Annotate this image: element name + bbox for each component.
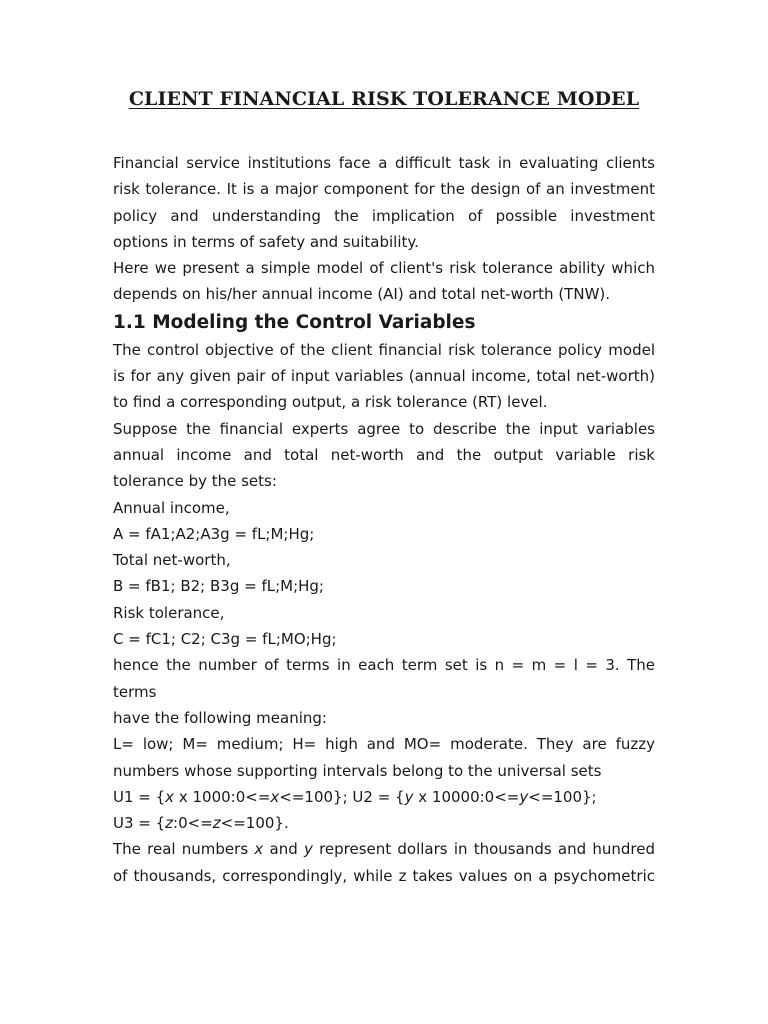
universal-set-line <box>113 784 655 810</box>
paragraph-line <box>113 836 655 862</box>
paragraph-line: L= low; M= medium; H= high and MO= moderate. They are fuzzy <box>113 735 655 754</box>
variable-y: y <box>519 787 529 806</box>
document-body <box>113 150 655 889</box>
universal-set-line <box>113 810 655 836</box>
variable-x: x <box>254 840 264 859</box>
variable-y: y <box>303 840 313 859</box>
paragraph-line: tolerance by the sets: <box>113 472 277 491</box>
section-heading: 1.1 Modeling the Control Variables <box>113 311 476 333</box>
paragraph-line: numbers whose supporting intervals belong to the universal sets <box>113 761 602 780</box>
set-definition-line: B = fB1; B2; B3g = fL;M;Hg; <box>113 577 324 596</box>
text-run: U1 = { <box>113 787 166 806</box>
paragraph-line: Risk tolerance, <box>113 603 225 622</box>
text-run: :0<= <box>173 814 213 833</box>
text-run: and <box>263 840 304 859</box>
variable-x: x <box>165 787 175 806</box>
paragraph-line: policy and understanding the implication of possible investment <box>113 206 655 225</box>
paragraph-line: terms <box>113 682 157 701</box>
paragraph-line: is for any given pair of input variables (annual income, total net-worth) <box>113 367 655 386</box>
paragraph-line: hence the number of terms in each term set is n = m = l = 3. The <box>113 656 655 675</box>
paragraph-line: risk tolerance. It is a major component for the design of an investment <box>113 180 655 199</box>
text-run: x 1000:0<= <box>174 787 271 806</box>
variable-y: y <box>404 787 414 806</box>
paragraph-line: have the following meaning: <box>113 708 327 727</box>
paragraph-line: Suppose the financial experts agree to describe the input variables <box>113 419 655 438</box>
text-run: The real numbers <box>113 840 255 859</box>
text-run: represent dollars in thousands and hundred <box>312 840 655 859</box>
paragraph-line: The control objective of the client financial risk tolerance policy model <box>113 340 655 359</box>
paragraph-line: options in terms of safety and suitability. <box>113 232 419 251</box>
paragraph-line: Annual income, <box>113 498 230 517</box>
paragraph-line: Here we present a simple model of client's risk tolerance ability which <box>113 259 655 278</box>
variable-x: x <box>270 787 280 806</box>
paragraph-line: Financial service institutions face a difficult task in evaluating clients <box>113 154 655 172</box>
paragraph-line: Total net-worth, <box>113 551 231 570</box>
variable-z: z <box>212 814 221 833</box>
paragraph-line: of thousands, correspondingly, while z takes values on a psychometric <box>113 866 655 885</box>
variable-z: z <box>165 814 174 833</box>
set-definition-line: C = fC1; C2; C3g = fL;MO;Hg; <box>113 630 337 649</box>
text-run: <=100}. <box>220 814 289 833</box>
text-run: <=100}; <box>528 787 597 806</box>
paragraph-line: to find a corresponding output, a risk tolerance (RT) level. <box>113 393 548 412</box>
text-run: x 10000:0<= <box>413 787 520 806</box>
text-run: U3 = { <box>113 814 166 833</box>
set-definition-line: A = fA1;A2;A3g = fL;M;Hg; <box>113 524 315 543</box>
paragraph-line: depends on his/her annual income (AI) and total net-worth (TNW). <box>113 285 611 304</box>
text-run: <=100}; U2 = { <box>279 787 405 806</box>
paragraph-line: annual income and total net-worth and the output variable risk <box>113 445 655 464</box>
document-title: CLIENT FINANCIAL RISK TOLERANCE MODEL <box>128 88 640 110</box>
